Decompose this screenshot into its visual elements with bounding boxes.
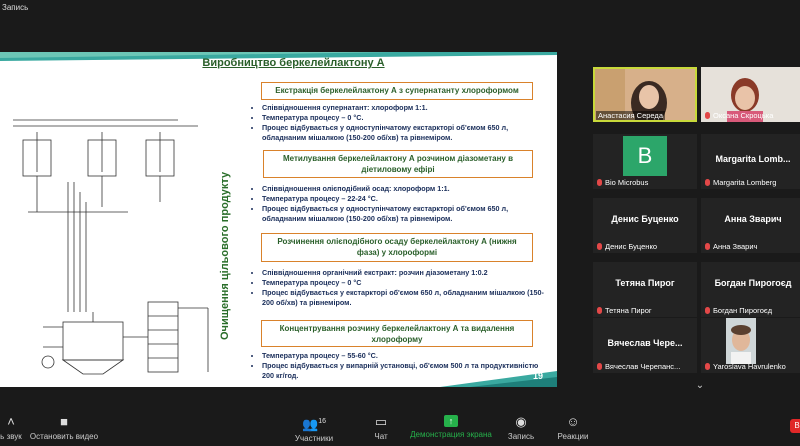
leave-button[interactable]: В (790, 419, 800, 433)
slide-vertical-title: Очищення цільового продукту (219, 171, 231, 340)
meeting-toolbar (0, 410, 800, 446)
participant-tile[interactable] (593, 318, 697, 373)
section-bullets (252, 184, 547, 224)
caret-up-icon: ˄ (7, 414, 15, 429)
participant-label: Денис Буценко (605, 242, 657, 251)
chevron-down-icon[interactable]: ⌄ (695, 380, 705, 391)
participant-name: Вячеслав Чере... (607, 338, 683, 348)
participant-tile[interactable] (593, 67, 697, 122)
record-icon: ◉ (515, 414, 527, 429)
participant-tile[interactable] (593, 198, 697, 253)
equipment-schematic (8, 112, 213, 382)
participants-icon: 👥$^{16}$ (302, 416, 326, 432)
mic-muted-icon (597, 243, 602, 250)
mic-muted-icon (705, 363, 710, 370)
record-button[interactable]: ◉ Запись (504, 410, 538, 441)
participant-name: Тетяна Пирог (615, 278, 675, 288)
bullet: • Процес відбувається у екстаркторі об'ємом 650 л, обладнаним мішалкою (150-200 об/хв) та рівнеміром. (262, 288, 547, 308)
participant-name: Анна Зварич (724, 214, 782, 224)
participant-label: Вячеслав Черепанс... (605, 362, 681, 371)
participant-tile[interactable] (593, 134, 697, 189)
video-camera-icon: ■ (60, 414, 68, 429)
participant-name: Денис Буценко (611, 214, 679, 224)
bullet: • Температура процесу – 55-60 °С. (262, 351, 547, 361)
participant-tile[interactable] (701, 198, 800, 253)
participant-label: Bio Microbus (605, 178, 649, 187)
section-heading: Екстракція беркелейлактону А з супернатанту хлороформом (261, 82, 533, 100)
avatar: B (623, 136, 667, 176)
bullet: • Процес відбувається у одноступінчатому екстаркторі об'ємом 650 л, обладнаним мішалкою (150-200 об/хв) та рівнеміром. (262, 204, 547, 224)
section-heading: Метилування беркелейлактону А розчином діазометану в діетиловому ефірі (263, 150, 533, 178)
section-heading: Концентрування розчину беркелейлактону А та видалення хлороформу (261, 320, 533, 347)
bullet: • Процес відбувається у випарній установці, об'ємом 500 л та продуктивністю 200 кг/год. (262, 361, 547, 381)
participant-label: Yaroslava Havrulenko (713, 362, 786, 371)
share-screen-icon: ↑ (444, 415, 458, 427)
bullet: • Процес відбувається у одноступінчатому екстаркторі об'ємом 650 л, обладнаним мішалкою (150-200 об/хв) та рівнеміром. (262, 123, 547, 143)
chat-icon: ▭ (374, 414, 388, 429)
mic-muted-icon (597, 307, 602, 314)
mic-muted-icon (705, 112, 710, 119)
participant-label: Тетяна Пирог (605, 306, 652, 315)
bullet: • Температура процесу – 22-24 °С. (262, 194, 547, 204)
participant-label: Богдан Пирогоєд (713, 306, 773, 315)
bullet: • Температура процесу – 0 °С. (262, 113, 547, 123)
participant-label: Анастасия Середа (598, 111, 663, 120)
participants-button[interactable]: 👥$^{16}$ Участники (288, 410, 340, 443)
share-screen-button[interactable]: ↑ Демонстрация экрана (410, 416, 492, 439)
section-bullets (252, 103, 547, 143)
slide-bottom-decoration (0, 367, 557, 387)
slide-page-number: 19 (532, 371, 543, 381)
participant-tile[interactable] (593, 262, 697, 317)
participant-label: Margarita Lomberg (713, 178, 777, 187)
slide-title: Виробництво беркелейлактону А (202, 57, 385, 69)
bullet: • Співвідношення органічний екстракт: розчин діазометану 1:0.2 (262, 268, 547, 278)
audio-button[interactable]: ˄ ь звук (0, 414, 22, 441)
shared-slide (0, 52, 557, 387)
smiley-icon: ☺ (566, 414, 580, 429)
mic-muted-icon (597, 179, 602, 186)
bullet: • Температура процесу – 0 °С (262, 278, 547, 288)
mic-muted-icon (597, 363, 602, 370)
participant-tile[interactable] (701, 67, 800, 122)
stop-video-button[interactable]: ■ Остановить видео (29, 414, 99, 441)
reactions-button[interactable]: ☺ Реакции (557, 414, 589, 441)
mic-muted-icon (705, 243, 710, 250)
mic-muted-icon (705, 179, 710, 186)
participant-name: Margarita Lomb... (715, 154, 791, 164)
participant-tile[interactable] (701, 318, 800, 373)
section-bullets (252, 268, 547, 308)
participant-tile[interactable] (701, 134, 800, 189)
participant-label: Оксана Скроцька (713, 111, 774, 120)
mic-muted-icon (705, 307, 710, 314)
participant-label: Анна Зварич (713, 242, 758, 251)
section-heading: Розчинення олієподібного осаду беркелейлактону А (нижня фаза) у хлороформі (261, 233, 533, 262)
chat-button[interactable]: ▭ Чат (366, 410, 396, 441)
participant-tile[interactable] (701, 262, 800, 317)
bullet: • Співвідношення олієподібний осад: хлороформ 1:1. (262, 184, 547, 194)
participant-name: Богдан Пирогоєд (714, 278, 792, 288)
recording-label: Запись (2, 3, 29, 12)
bullet: • Співвідношення супернатант: хлороформ 1:1. (262, 103, 547, 113)
